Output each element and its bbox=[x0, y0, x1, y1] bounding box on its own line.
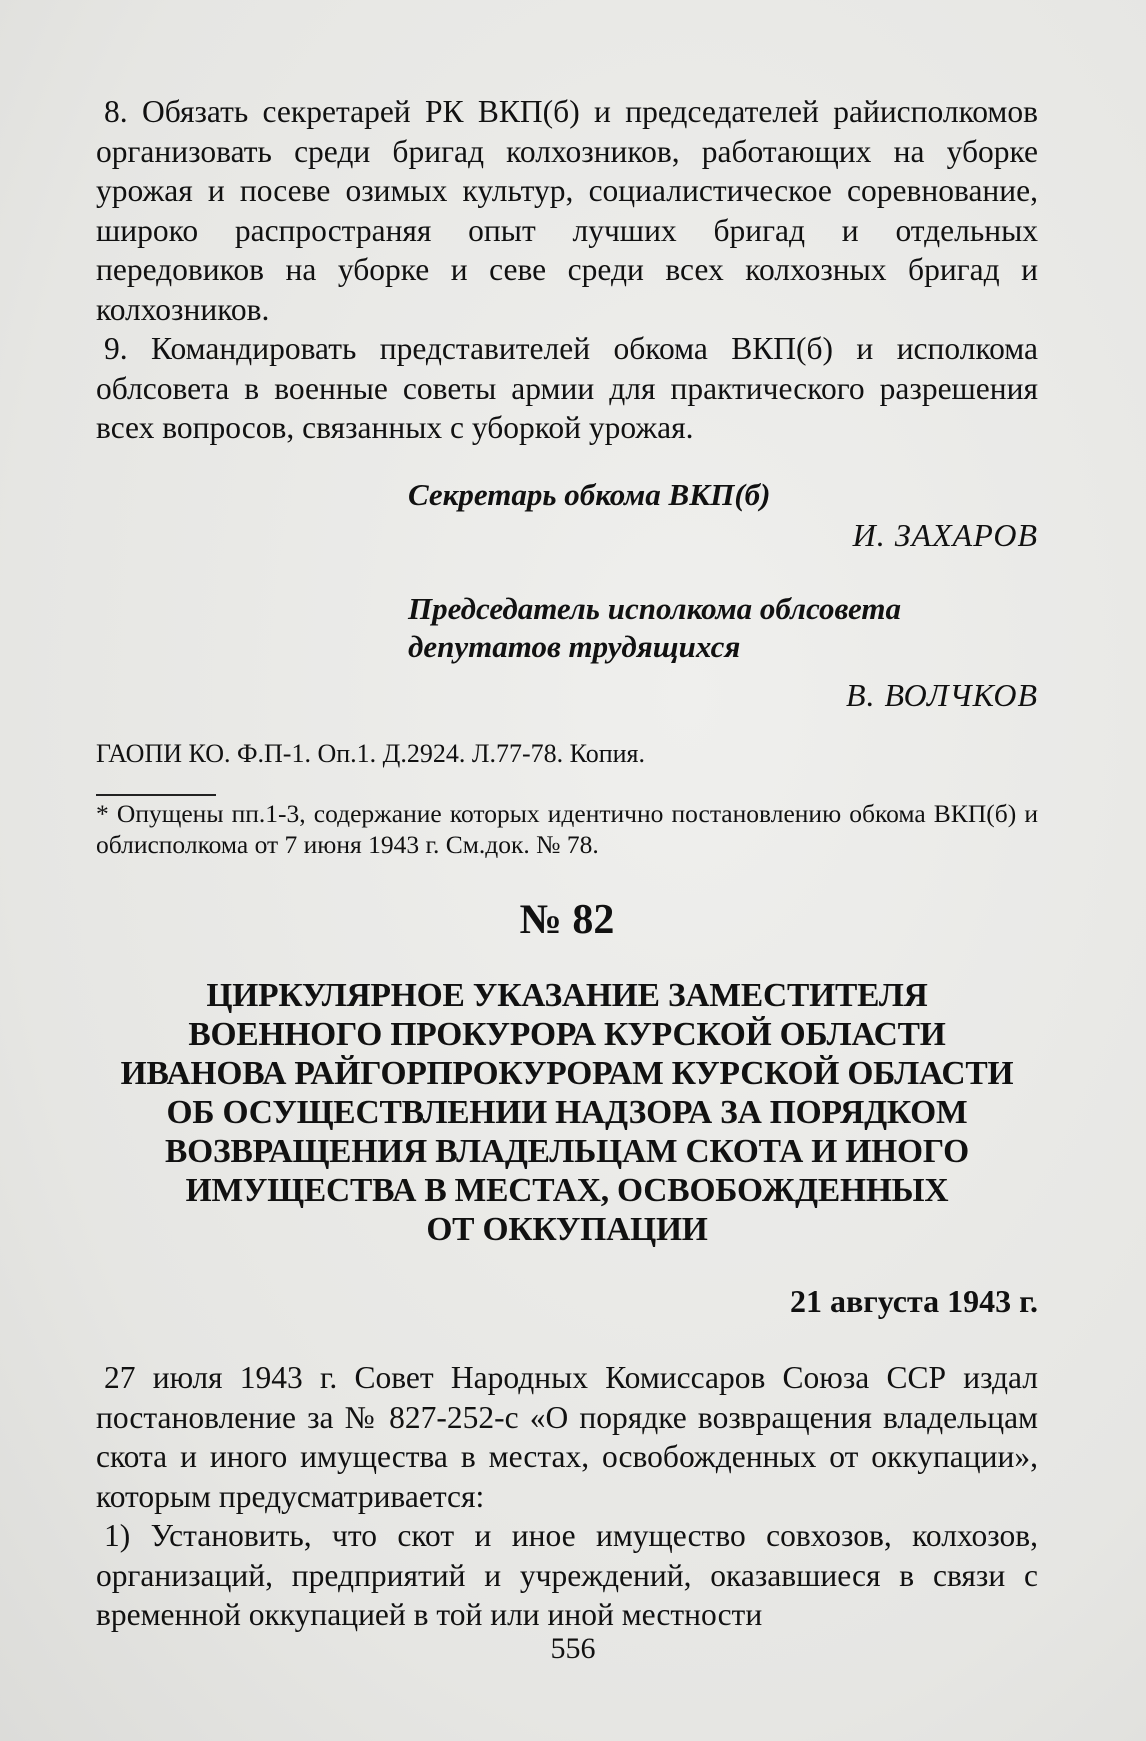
document-date: 21 августа 1943 г. bbox=[789, 1283, 1038, 1319]
paragraph-8: 8. Обязать секретарей РК ВКП(б) и председателей райисполкомов организовать среди бригад колхозников, работающих на уборке урожая и посеве озимых культур, социалистическое соревнование, широко распространяя опыт лучших бригад и отдельных передовиков на уборке и севе среди всех колхозных бригад и колхозников. bbox=[96, 94, 1038, 327]
signature-chairman bbox=[96, 590, 1038, 714]
bottom-paragraphs bbox=[96, 1358, 1038, 1635]
title-line: ИВАНОВА РАЙГОРПРОКУРОРАМ КУРСКОЙ ОБЛАСТИ bbox=[120, 1055, 1014, 1092]
chairman-title-line1: Председатель исполкома облсовета bbox=[408, 591, 901, 626]
footnote bbox=[96, 798, 1038, 860]
title-line: ОБ ОСУЩЕСТВЛЕНИИ НАДЗОРА ЗА ПОРЯДКОМ bbox=[166, 1094, 968, 1131]
document-title bbox=[96, 976, 1038, 1249]
chairman-name: В. ВОЛЧКОВ bbox=[845, 677, 1038, 713]
signature-secretary bbox=[96, 476, 1038, 554]
secretary-title: Секретарь обкома ВКП(б) bbox=[408, 477, 771, 512]
title-line: ОТ ОККУПАЦИИ bbox=[426, 1211, 708, 1248]
title-line: ВОЕННОГО ПРОКУРОРА КУРСКОЙ ОБЛАСТИ bbox=[188, 1016, 946, 1053]
secretary-name: И. ЗАХАРОВ bbox=[852, 517, 1038, 553]
chairman-title-line2: депутатов трудящихся bbox=[408, 629, 741, 664]
footnote-text: * Опущены пп.1-3, содержание которых идентично постановлению обкома ВКП(б) и облисполкома от 7 июня 1943 г. См.док. № 78. bbox=[96, 799, 1038, 859]
document-number: № 82 bbox=[519, 897, 615, 943]
archive-reference: ГАОПИ КО. Ф.П-1. Оп.1. Д.2924. Л.77-78. Копия. bbox=[96, 739, 646, 768]
intro-paragraph: 27 июля 1943 г. Совет Народных Комиссаров Союза ССР издал постановление за № 827-252-с «О порядке возвращения владельцам скота и иного имущества в местах, освобожденных от оккупации», которым предусматривается: bbox=[96, 1360, 1038, 1514]
page-number: 556 bbox=[550, 1632, 596, 1665]
point-1-paragraph: 1) Установить, что скот и иное имущество совхозов, колхозов, организаций, предприятий и учреждений, оказавшиеся в связи с временной оккупацией в той или иной местности bbox=[96, 1518, 1038, 1632]
title-line: ЦИРКУЛЯРНОЕ УКАЗАНИЕ ЗАМЕСТИТЕЛЯ bbox=[206, 977, 928, 1014]
paragraph-9: 9. Командировать представителей обкома ВКП(б) и исполкома облсовета в военные советы армии для практического разрешения всех вопросов, связанных с уборкой урожая. bbox=[96, 331, 1038, 445]
footnote-divider bbox=[96, 794, 216, 796]
title-line: ВОЗВРАЩЕНИЯ ВЛАДЕЛЬЦАМ СКОТА И ИНОГО bbox=[164, 1133, 970, 1170]
title-line: ИМУЩЕСТВА В МЕСТАХ, ОСВОБОЖДЕННЫХ bbox=[185, 1172, 949, 1209]
top-paragraphs bbox=[96, 92, 1038, 448]
